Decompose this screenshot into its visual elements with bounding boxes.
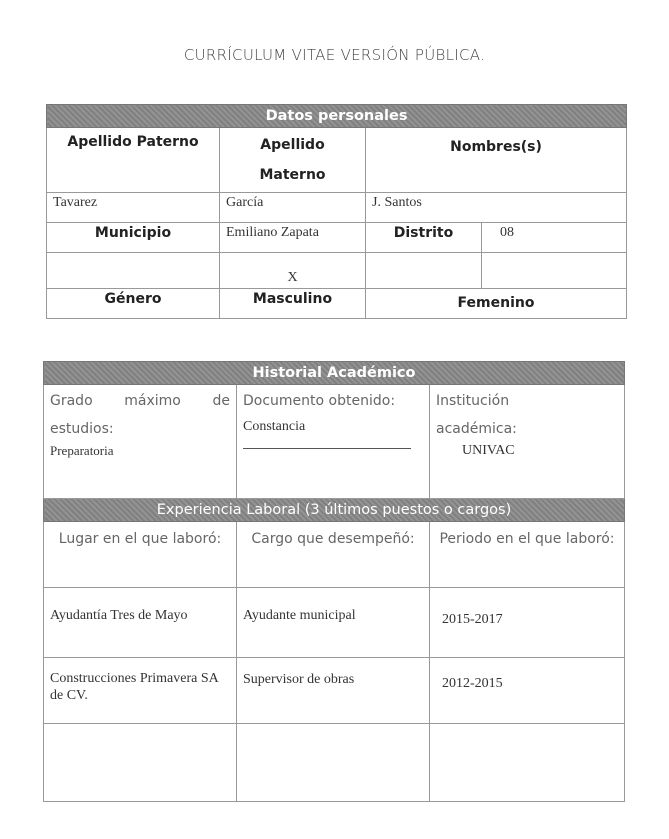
lugar-column-header: Lugar en el que laboró: — [44, 522, 237, 588]
row-2-periodo: 2012-2015 — [430, 658, 625, 724]
historial-academico-header: Historial Académico — [44, 362, 625, 385]
femenino-mark-cell-b — [482, 253, 627, 289]
genero-label: Género — [47, 289, 220, 319]
datos-personales-header: Datos personales — [47, 105, 627, 128]
table-row — [44, 658, 625, 724]
apellido-materno-label: Apellido Materno — [220, 128, 366, 193]
table-row — [44, 724, 625, 802]
row-3-lugar — [44, 724, 237, 802]
institucion-value: UNIVAC — [462, 443, 515, 458]
documento-cell — [237, 385, 430, 499]
masculino-mark: X — [220, 253, 366, 289]
apellido-paterno-value: Tavarez — [47, 193, 220, 223]
grado-value: Preparatoria — [50, 443, 114, 458]
table-row — [44, 588, 625, 658]
documento-value: Constancia — [243, 419, 306, 434]
nombres-value: J. Santos — [366, 193, 627, 223]
row-1-periodo: 2015-2017 — [430, 588, 625, 658]
municipio-label: Municipio — [47, 223, 220, 253]
apellido-materno-value: García — [220, 193, 366, 223]
grado-label: Grado máximo de estudios: — [50, 393, 230, 437]
experiencia-laboral-header: Experiencia Laboral (3 últimos puestos o cargos) — [44, 499, 625, 522]
masculino-label: Masculino — [220, 289, 366, 319]
genero-blank-cell — [47, 253, 220, 289]
row-3-cargo — [237, 724, 430, 802]
institucion-cell — [430, 385, 625, 499]
documento-underline — [243, 447, 411, 449]
datos-personales-table — [46, 104, 627, 319]
distrito-label: Distrito — [366, 223, 482, 253]
row-2-cargo: Supervisor de obras — [237, 658, 430, 724]
documento-label: Documento obtenido: — [243, 393, 396, 409]
nombres-label: Nombres(s) — [366, 128, 627, 193]
grado-cell — [44, 385, 237, 499]
municipio-value: Emiliano Zapata — [220, 223, 366, 253]
institucion-label: Institución académica: — [436, 393, 517, 437]
apellido-paterno-label: Apellido Paterno — [47, 128, 220, 193]
historial-experiencia-table — [43, 361, 625, 802]
row-1-lugar: Ayudantía Tres de Mayo — [44, 588, 237, 658]
document-title: CURRÍCULUM VITAE VERSIÓN PÚBLICA. — [183, 46, 486, 64]
row-2-lugar: Construcciones Primavera SA de CV. — [44, 658, 237, 724]
cargo-column-header: Cargo que desempeñó: — [237, 522, 430, 588]
femenino-label: Femenino — [366, 289, 627, 319]
distrito-value: 08 — [482, 223, 627, 253]
periodo-column-header: Periodo en el que laboró: — [430, 522, 625, 588]
row-3-periodo — [430, 724, 625, 802]
femenino-mark-cell-a — [366, 253, 482, 289]
row-1-cargo: Ayudante municipal — [237, 588, 430, 658]
